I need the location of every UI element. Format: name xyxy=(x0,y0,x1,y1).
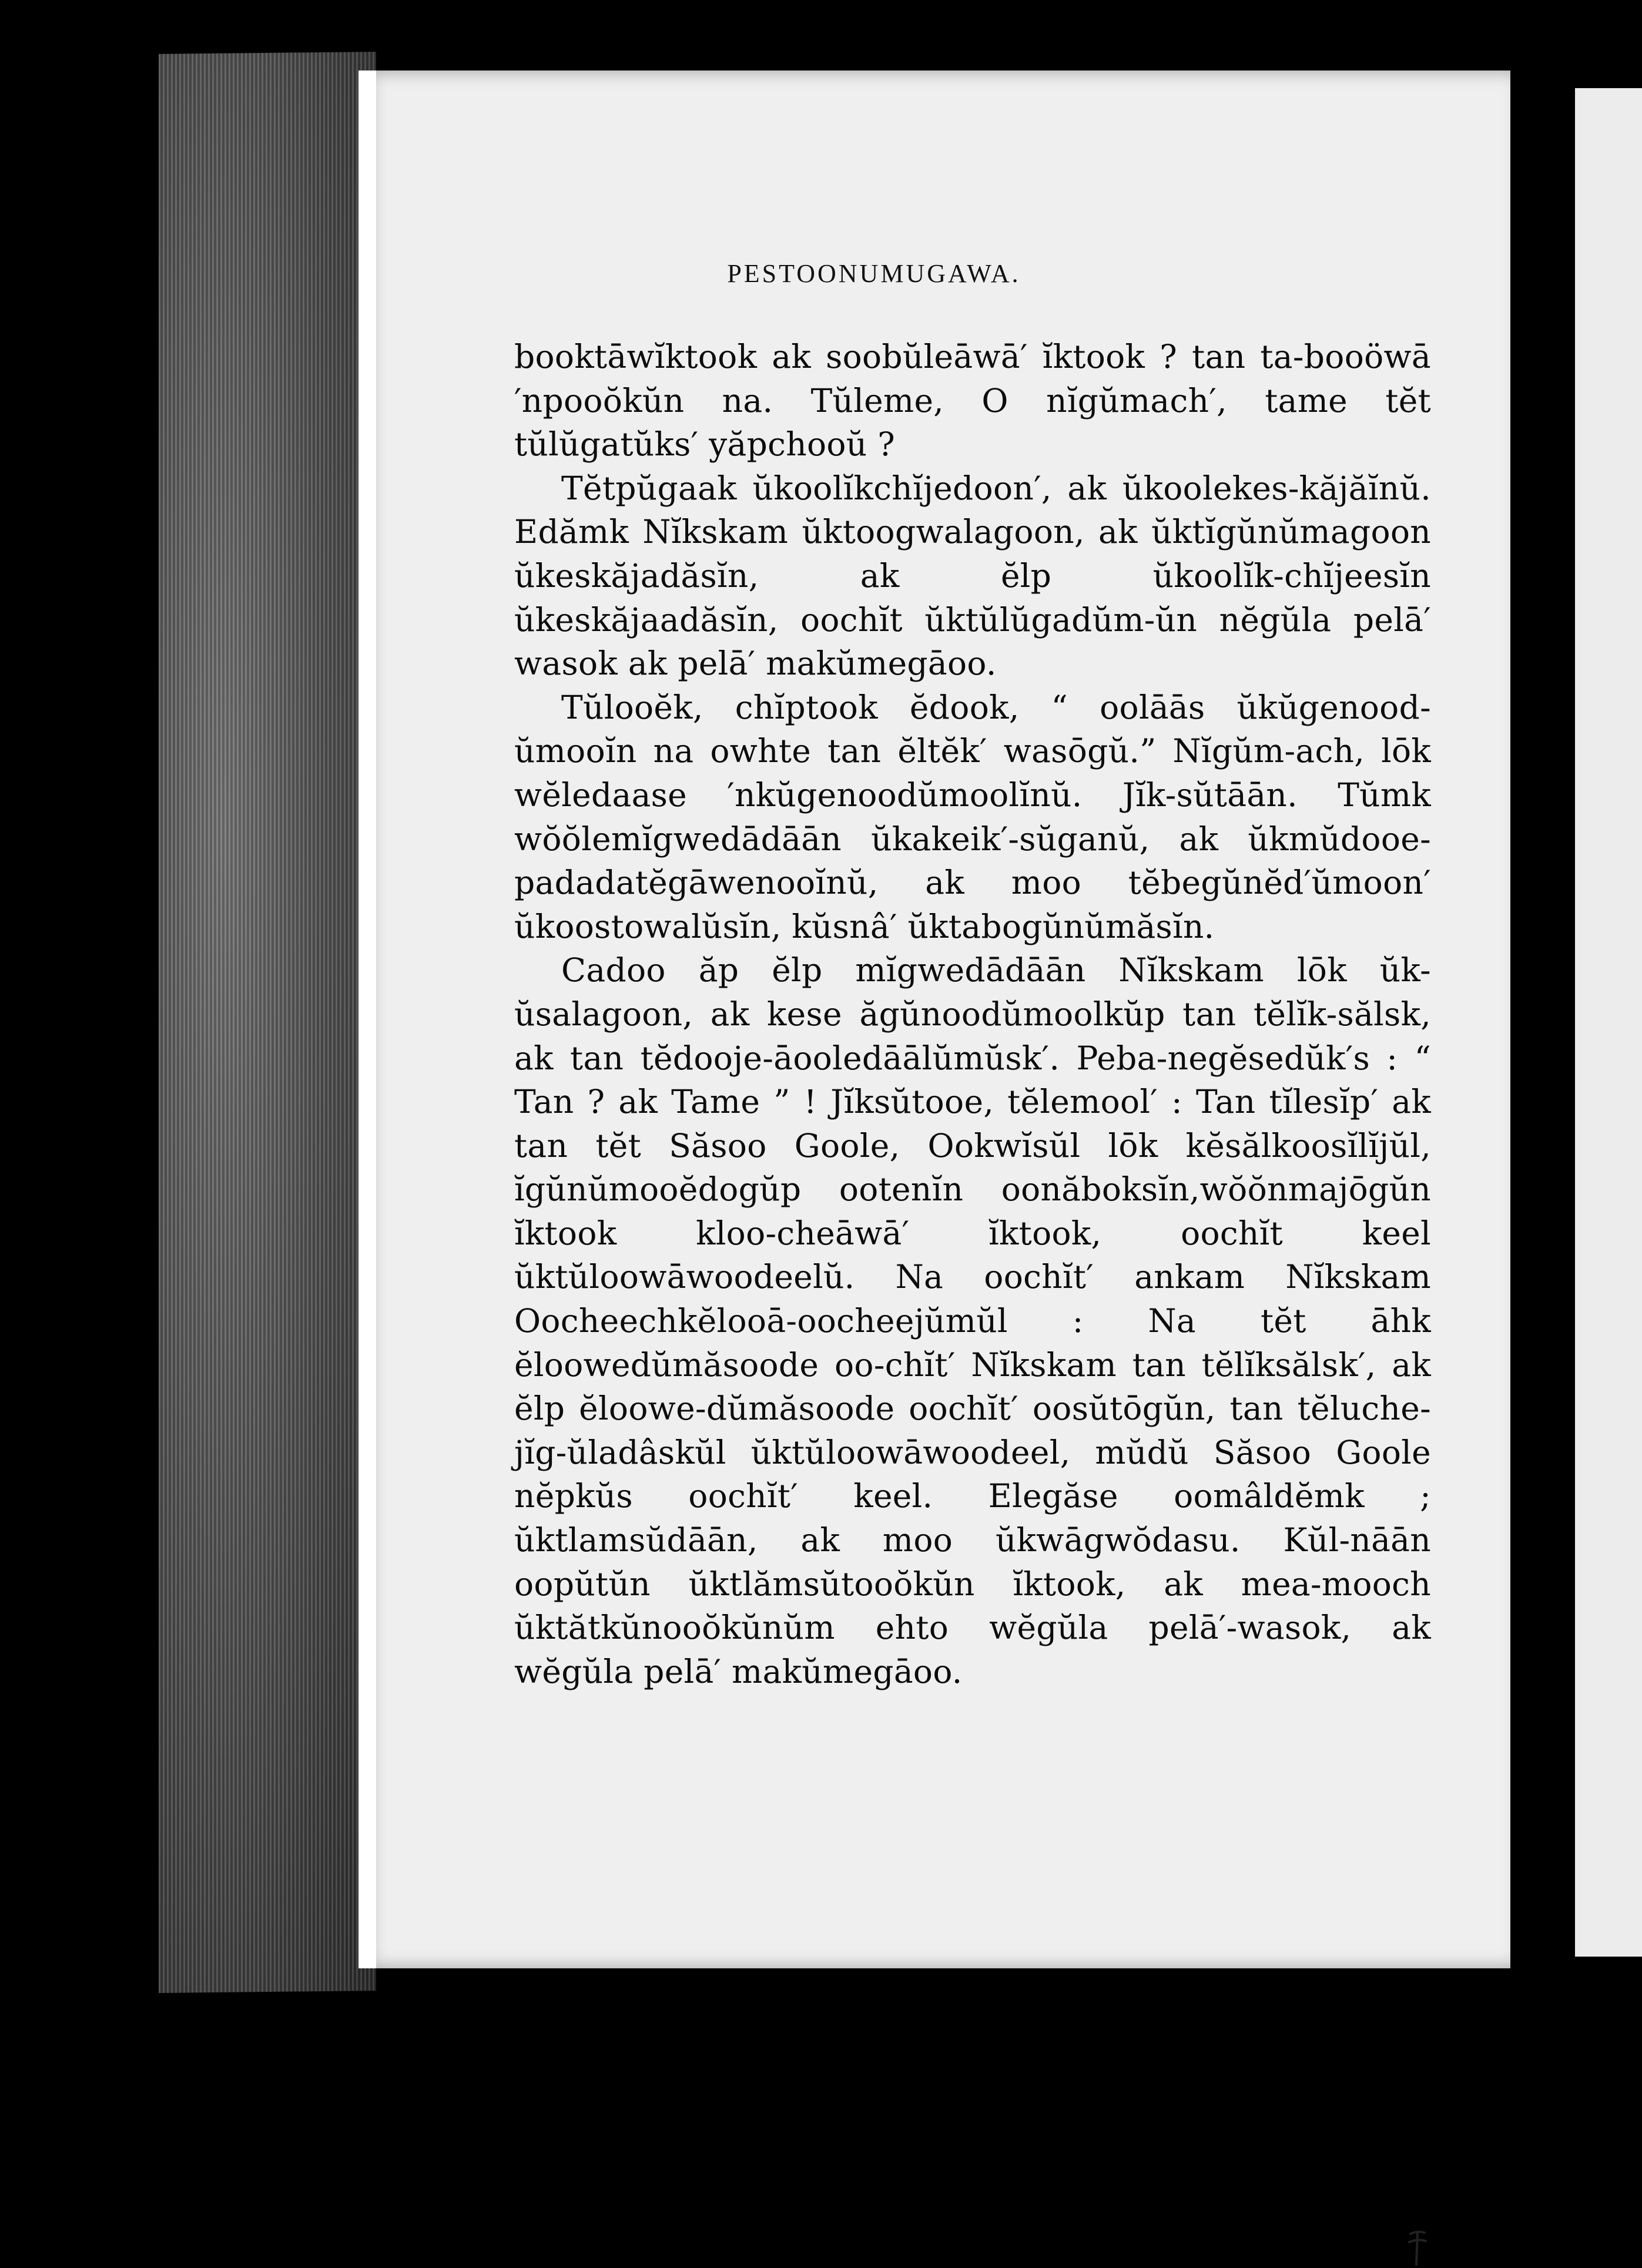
facing-page-edge xyxy=(1575,88,1642,1957)
book-fore-edge xyxy=(159,52,376,1993)
pencil-signature-icon xyxy=(1406,2227,1429,2268)
running-head xyxy=(0,259,1642,288)
paragraph: Cadoo ăp ĕlp mĭgwedādāān Nĭkskam lōk ŭk-ŭsalagoon, ak kese ăgŭnoodŭmoolkŭp tan tĕlĭk-sălsk, ak tan tĕdooje-āooledāālŭmŭsk′. Peba-negĕsedŭk′s : “ Tan ? ak Tame ” ! Jĭksŭtooe, tĕlemool′ : Tan tĭlesĭp′ ak tan tĕt Săsoo Goole, Ookwĭsŭl lōk kĕsălkoosĭlĭjŭl, ĭgŭnŭmooĕdogŭp ootenĭn oonăboksĭn,wŏŏnmajōgŭn ĭktook kloo-cheāwā′ ĭktook, oochĭt keel ŭktŭloowāwoodeelŭ. Na oochĭt′ ankam Nĭkskam Oocheechkĕlooā-oocheejŭmŭl : Na tĕt āhk ĕloowedŭmăsoode oo-chĭt′ Nĭkskam tan tĕlĭksălsk′, ak ĕlp ĕloowe-dŭmăsoode oochĭt′ oosŭtōgŭn, tan tĕluche-jĭg-ŭladâskŭl ŭktŭloowāwoodeel, mŭdŭ Săsoo Goole nĕpkŭs oochĭt′ keel. Elegăse oomâldĕmk ; ŭktlamsŭdāān, ak moo ŭkwāgwŏdasu. Kŭl-nāān oopŭtŭn ŭktlămsŭtooŏkŭn ĭktook, ak mea-mooch ŭktătkŭnooŏkŭnŭm ehto wĕgŭla pelā′-wasok, ak wĕgŭla pelā′ makŭmegāoo. xyxy=(514,951,1431,1690)
paragraph-continued: booktāwĭktook ak soobŭleāwā′ ĭktook ? tan ta-booöwā ′npooŏkŭn na. Tŭleme, O nĭgŭmach′, tame tĕt tŭlŭgatŭks′ yăpchooŭ ? xyxy=(514,338,1431,464)
body-text xyxy=(514,335,1431,1693)
running-title: PESTOONUMUGAWA. xyxy=(727,259,1021,288)
paragraph: Tŭlooĕk, chĭptook ĕdook, “ oolāās ŭkŭgenood-ŭmooĭn na owhte tan ĕltĕk′ wasōgŭ.” Nĭgŭm-ach, lōk wĕledaase ′nkŭgenoodŭmoolĭnŭ. Jĭk-sŭtāān. Tŭmk wŏŏlemĭgwedādāān ŭkakeik′-sŭganŭ, ak ŭkmŭdooe-padadatĕgāwenooĭnŭ, ak moo tĕbegŭnĕd′ŭmoon′ ŭkoostowalŭsĭn, kŭsnâ′ ŭktabogŭnŭmăsĭn. xyxy=(514,688,1431,945)
paragraph: Tĕtpŭgaak ŭkoolĭkchĭjedoon′, ak ŭkoolekes-kăjăĭnŭ. Edămk Nĭkskam ŭktoogwalagoon, ak ŭktĭgŭnŭmagoon ŭkeskăjadăsĭn, ak ĕlp ŭkoolĭk-chĭjeesĭn ŭkeskăjaadăsĭn, oochĭt ŭktŭlŭgadŭm-ŭn nĕgŭla pelā′ wasok ak pelā′ makŭmegāoo. xyxy=(514,469,1431,683)
page-gutter-highlight xyxy=(358,71,376,1968)
